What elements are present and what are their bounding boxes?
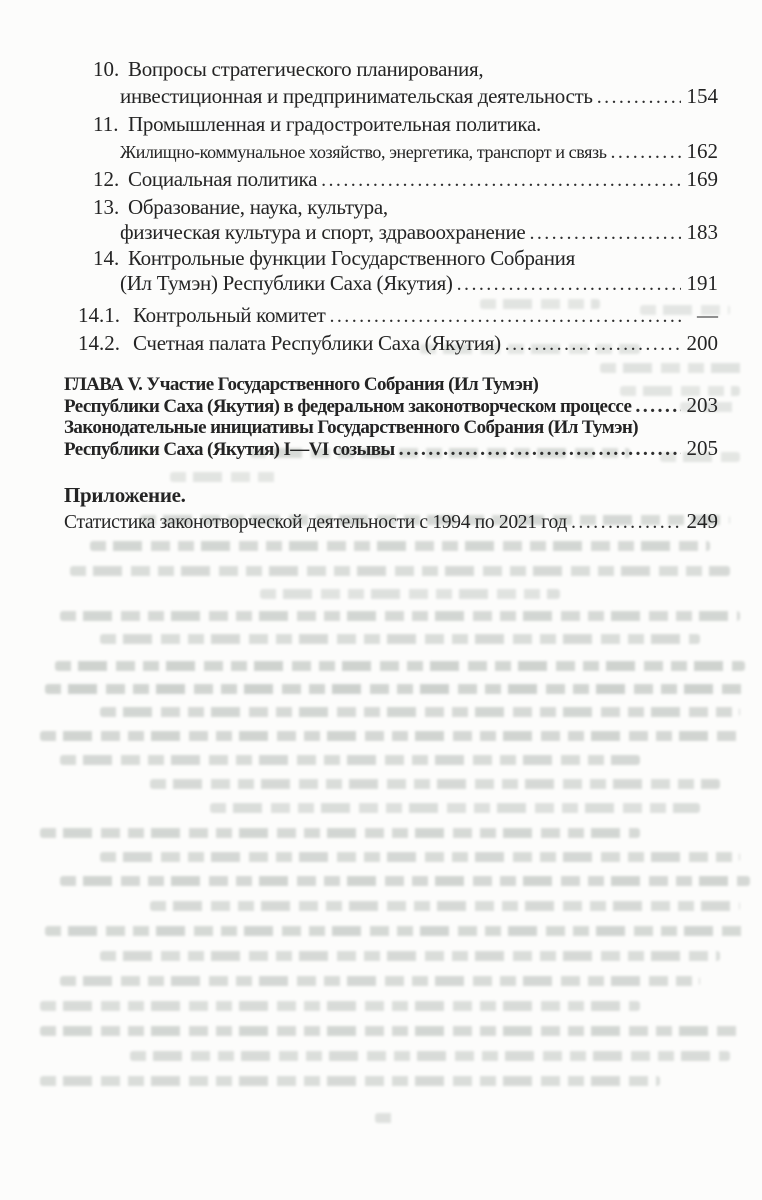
ghost-bleed-line [60,611,740,621]
chapter-5-heading-block [64,374,718,460]
page-number: 169 [686,167,718,191]
ghost-bleed-line [40,1076,660,1086]
ghost-bleed-line [40,828,640,838]
dot-leader [330,302,682,330]
toc-item-number: 10. [93,57,120,81]
chapter-title-line: Республики Саха (Якутия) в федеральном законотворческом процессе [64,396,632,417]
toc-item-text: Счетная палата Республики Саха (Якутия) [133,331,501,355]
page-number: 183 [686,220,718,244]
toc-item-text: Контрольный комитет [133,303,326,327]
ghost-bleed-line [260,589,560,599]
toc-item-number: 11. [93,112,119,136]
dot-leader [321,166,681,194]
ghost-bleed-line [100,634,700,644]
page-number: — [697,303,718,327]
ghost-bleed-line [150,779,720,789]
page-number: 162 [686,139,718,163]
toc-item-14-1 [64,302,718,330]
dot-leader [635,395,681,417]
dot-leader [505,330,681,358]
dot-leader [571,508,681,535]
ghost-bleed-line [210,803,700,813]
toc-item-14-2 [64,330,718,358]
dot-leader [611,138,682,166]
ghost-bleed-line [100,852,740,862]
ghost-bleed-line [90,541,710,551]
ghost-bleed-line [70,566,730,576]
toc-item-text: Жилищно-коммунальное хозяйство, энергетика, транспорт и связь [120,142,607,162]
toc-item-text: Контрольные функции Государственного Собрания [128,246,575,270]
ghost-bleed-line [40,1001,640,1011]
ghost-bleed-line [45,684,745,694]
ghost-bleed-line [375,1113,397,1123]
dot-leader [529,221,681,245]
toc-item-number: 14. [93,246,120,270]
toc-item-text: (Ил Тумэн) Республики Саха (Якутия) [120,271,453,295]
toc-item-text: физическая культура и спорт, здравоохранение [120,220,526,244]
chapter-title-line: ГЛАВА V. Участие Государственного Собрания (Ил Тумэн) [64,374,539,395]
chapter-initiatives-line: Республики Саха (Якутия) I—VI созывы [64,439,395,460]
ghost-bleed-line [130,1051,730,1061]
ghost-bleed-line [60,755,640,765]
toc-item-number: 13. [93,195,120,219]
dot-leader [457,272,681,296]
dot-leader [399,438,681,460]
ghost-bleed-line [40,731,740,741]
page-number: 205 [686,436,718,460]
ghost-bleed-line [60,976,700,986]
ghost-bleed-line [100,707,740,717]
toc-item-13 [64,194,718,245]
toc-item-text: Социальная политика [128,167,318,191]
ghost-bleed-line [100,951,720,961]
toc-item-14 [64,245,718,296]
page-number: 249 [686,509,718,533]
ghost-bleed-line [150,901,740,911]
chapter-initiatives-line: Законодательные инициативы Государственного Собрания (Ил Тумэн) [64,417,638,438]
ghost-bleed-line [60,876,750,886]
page-number: 203 [686,393,718,417]
toc-item-number: 12. [93,167,120,191]
toc-item-text: Образование, наука, культура, [128,195,388,219]
page-number: 200 [686,331,718,355]
toc-item-number: 14.1. [78,303,120,327]
toc-item-12 [64,166,718,194]
ghost-bleed-line [45,926,745,936]
toc-item-text: инвестиционная и предпринимательская деятельность [120,84,593,108]
appendix-text: Статистика законотворческой деятельности с 1994 по 2021 год [64,512,567,533]
toc-item-text: Промышленная и градостроительная политика. [128,112,541,136]
toc-item-number: 14.2. [78,331,120,355]
toc-item-10 [64,56,718,111]
appendix-block [64,482,718,536]
page-number: 191 [686,271,718,295]
dot-leader [597,83,681,111]
ghost-bleed-line [55,661,745,671]
table-of-contents [0,0,762,536]
appendix-title: Приложение. [64,483,186,507]
ghost-bleed-line [40,1026,740,1036]
toc-item-text: Вопросы стратегического планирования, [128,57,484,81]
toc-item-11 [64,111,718,166]
page-number: 154 [686,84,718,108]
